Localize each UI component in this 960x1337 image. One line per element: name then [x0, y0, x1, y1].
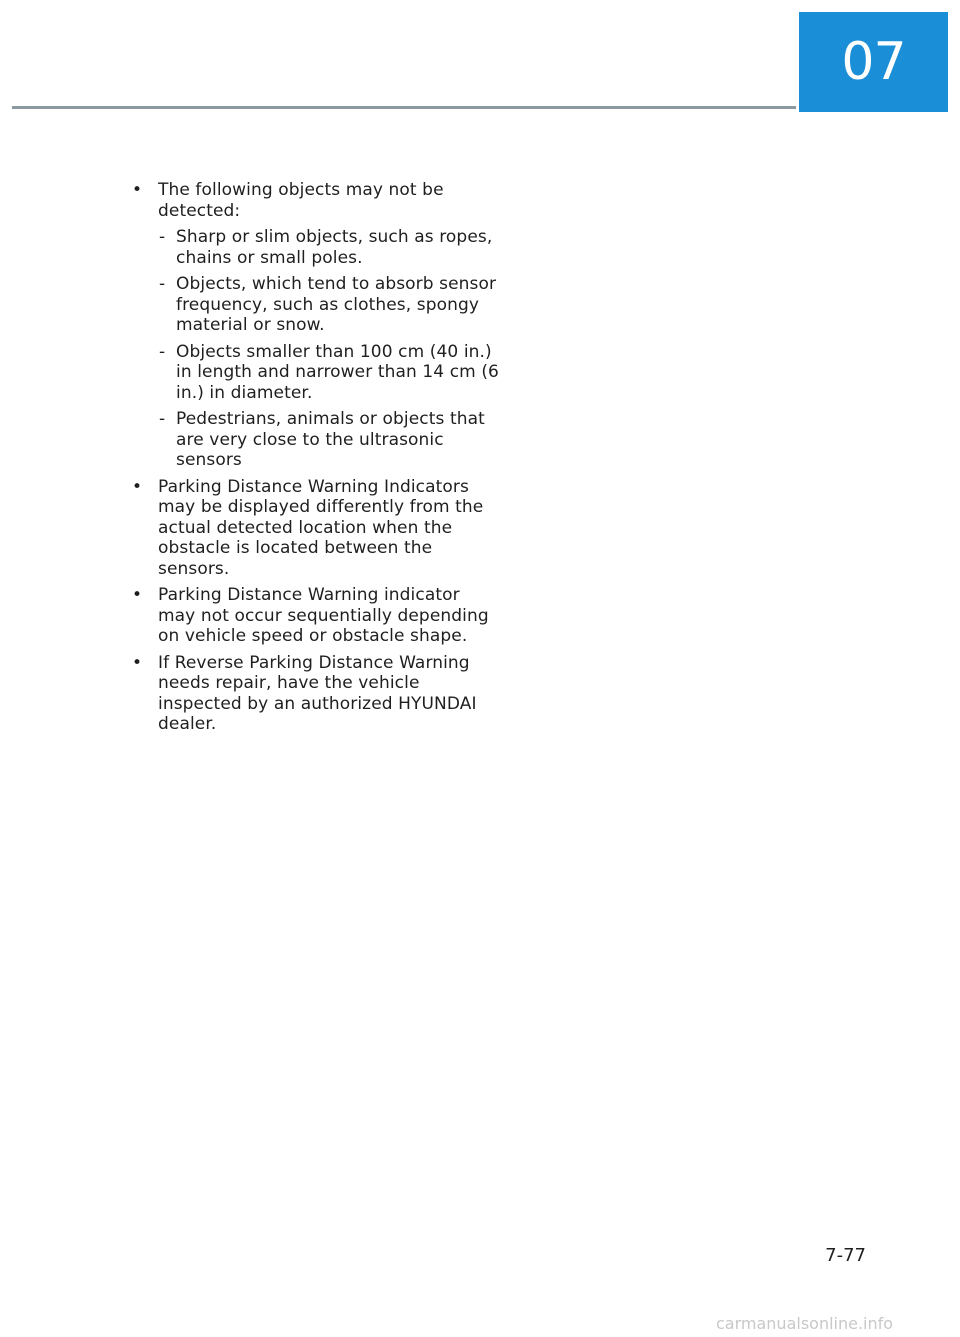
bullet-text: If Reverse Parking Distance Warning needs repair, have the vehicle inspected by an authorized HYUNDAI dealer.: [158, 652, 477, 734]
sub-item: - Objects, which tend to absorb sensor frequency, such as clothes, spongy material or snow.: [158, 274, 500, 336]
sub-list: [158, 227, 500, 471]
bullet-item: [130, 585, 500, 647]
content-column: [130, 180, 500, 741]
header-rule: [12, 106, 796, 109]
sub-item: - Sharp or slim objects, such as ropes, chains or small poles.: [158, 227, 500, 268]
bullet-item: [130, 180, 500, 471]
bullet-text: Parking Distance Warning indicator may not occur sequentially depending on vehicle speed or obstacle shape.: [158, 585, 489, 646]
page-number: 7-77: [825, 1245, 866, 1266]
sub-item: - Pedestrians, animals or objects that are very close to the ultrasonic sensors: [158, 409, 500, 471]
chapter-tab: [799, 12, 948, 112]
watermark[interactable]: carmanualsonline.info: [716, 1314, 894, 1333]
bullet-item: [130, 653, 500, 735]
bullet-text: Parking Distance Warning Indicators may be displayed differently from the actual detected location when the obstacle is located between the sensors.: [158, 476, 484, 579]
bullet-list: [130, 180, 500, 735]
bullet-item: [130, 477, 500, 580]
bullet-text: The following objects may not be detected:: [158, 180, 444, 221]
chapter-number: 07: [841, 32, 906, 92]
sub-item: - Objects smaller than 100 cm (40 in.) in length and narrower than 14 cm (6 in.) in diameter.: [158, 342, 500, 404]
